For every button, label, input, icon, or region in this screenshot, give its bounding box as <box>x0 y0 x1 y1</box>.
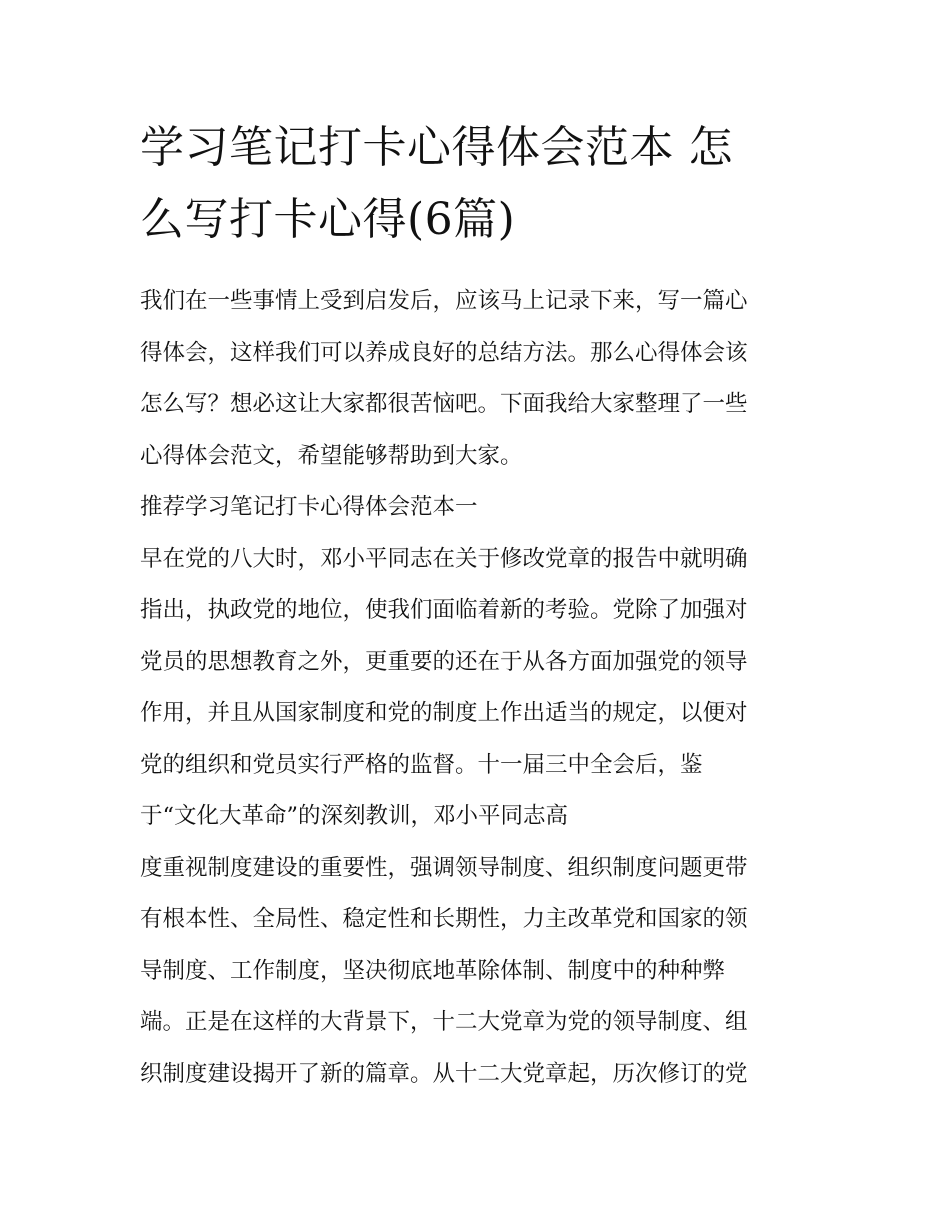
text-line: 度重视制度建设的重要性，强调领导制度、组织制度问题更带 <box>140 854 748 881</box>
text-line: 作用，并且从国家制度和党的制度上作出适当的规定，以便对 <box>140 700 748 726</box>
text-line: 怎么写？想必这让大家都很苦恼吧。下面我给大家整理了一些 <box>140 391 748 417</box>
document-title <box>140 112 812 256</box>
document-body <box>140 276 812 1100</box>
section-heading: 推荐学习笔记打卡心得体会范本一 <box>140 494 478 520</box>
text-line: 心得体会范文，希望能够帮助到大家。 <box>140 442 523 469</box>
text-line: 有根本性、全局性、稳定性和长期性，力主改革党和国家的领 <box>140 906 748 932</box>
text-line: 端。正是在这样的大背景下，十二大党章为党的领导制度、组 <box>140 1009 748 1035</box>
title-line: 么写打卡心得(6篇) <box>140 194 516 245</box>
text-line: 党员的思想教育之外，更重要的还在于从各方面加强党的领导 <box>140 648 748 675</box>
text-line: 得体会，这样我们可以养成良好的总结方法。那么心得体会该 <box>140 339 748 366</box>
text-line: 于“文化大革命”的深刻教训，邓小平同志高 <box>140 803 569 829</box>
text-line: 织制度建设揭开了新的篇章。从十二大党章起，历次修订的党 <box>140 1060 748 1087</box>
document-content <box>140 112 812 1100</box>
text-line: 早在党的八大时，邓小平同志在关于修改党章的报告中就明确 <box>140 545 748 572</box>
text-line: 导制度、工作制度，坚决彻底地革除体制、制度中的种种弊 <box>140 957 726 984</box>
text-line: 我们在一些事情上受到启发后，应该马上记录下来，写一篇心 <box>140 288 748 314</box>
text-line: 指出，执政党的地位，使我们面临着新的考验。党除了加强对 <box>140 597 748 623</box>
title-line: 学习笔记打卡心得体会范本 怎 <box>140 122 733 173</box>
text-line: 党的组织和党员实行严格的监督。十一届三中全会后，鉴 <box>140 751 703 778</box>
